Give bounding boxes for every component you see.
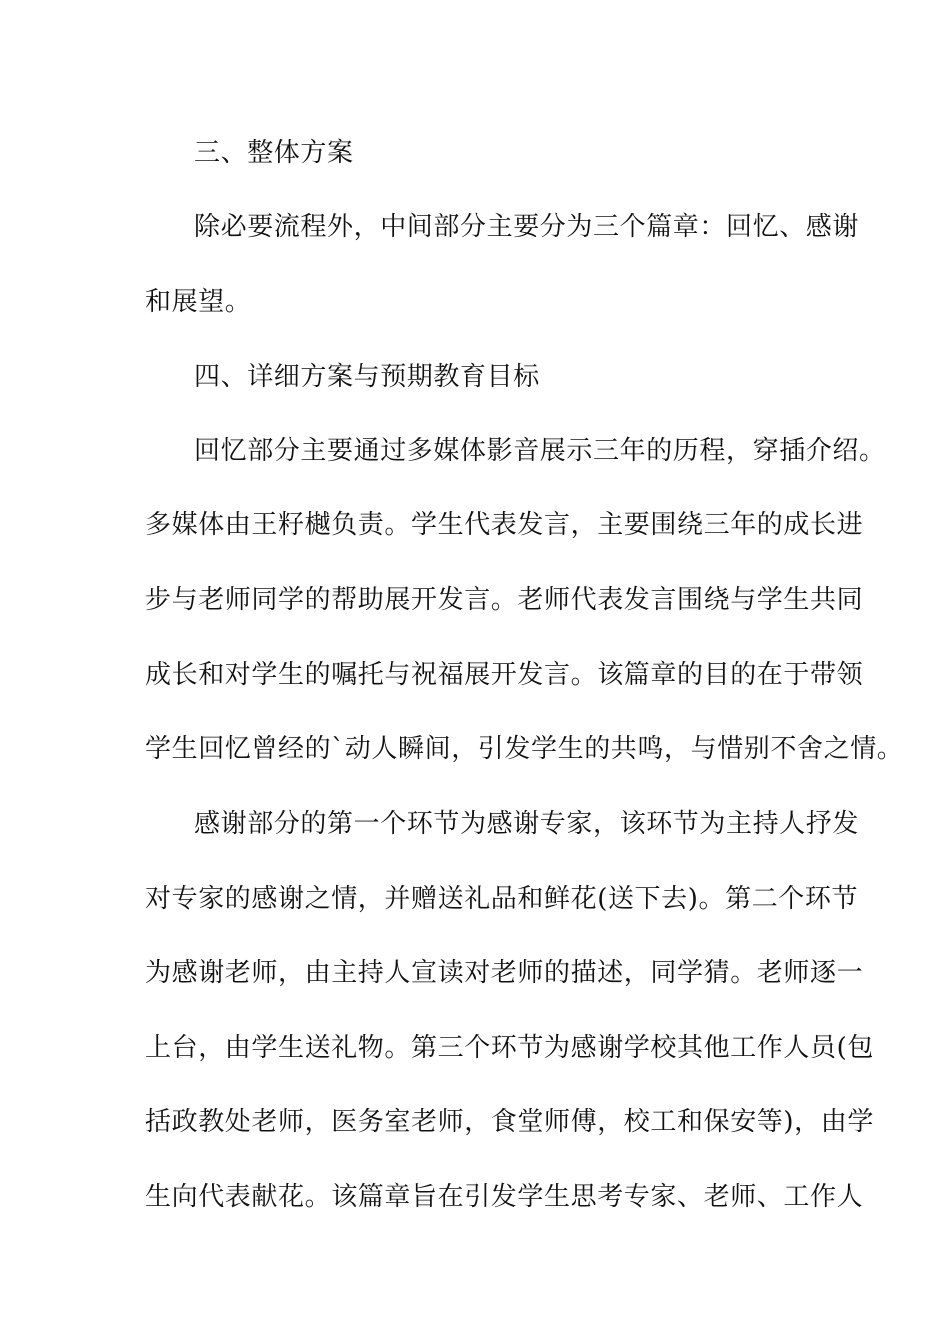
section-heading-three: 三、整体方案 bbox=[194, 138, 354, 168]
paragraph-line: 对专家的感谢之情，并赠送礼品和鲜花(送下去)。第二个环节 bbox=[145, 884, 859, 914]
paragraph-line: 学生回忆曾经的`动人瞬间，引发学生的共鸣，与惜别不舍之情。 bbox=[145, 734, 904, 764]
paragraph-line: 生向代表献花。该篇章旨在引发学生思考专家、老师、工作人 bbox=[145, 1182, 864, 1212]
paragraph-line: 多媒体由王籽樾负责。学生代表发言，主要围绕三年的成长进 bbox=[145, 510, 864, 540]
paragraph-line: 回忆部分主要通过多媒体影音展示三年的历程，穿插介绍。 bbox=[194, 436, 886, 466]
paragraph-line: 感谢部分的第一个环节为感谢专家，该环节为主持人抒发 bbox=[194, 809, 860, 839]
paragraph-line: 为感谢老师，由主持人宣读对老师的描述，同学猜。老师逐一 bbox=[145, 958, 864, 988]
paragraph-line: 成长和对学生的嘱托与祝福展开发言。该篇章的目的在于带领 bbox=[145, 660, 864, 690]
paragraph-line: 步与老师同学的帮助展开发言。老师代表发言围绕与学生共同 bbox=[145, 585, 864, 615]
section-heading-four: 四、详细方案与预期教育目标 bbox=[194, 362, 540, 392]
paragraph-line: 除必要流程外，中间部分主要分为三个篇章：回忆、感谢 bbox=[194, 212, 860, 242]
paragraph-line: 上台，由学生送礼物。第三个环节为感谢学校其他工作人员(包 bbox=[145, 1033, 874, 1063]
paragraph-line: 和展望。 bbox=[145, 287, 252, 317]
paragraph-line: 括政教处老师，医务室老师，食堂师傅，校工和保安等)，由学 bbox=[145, 1107, 874, 1137]
